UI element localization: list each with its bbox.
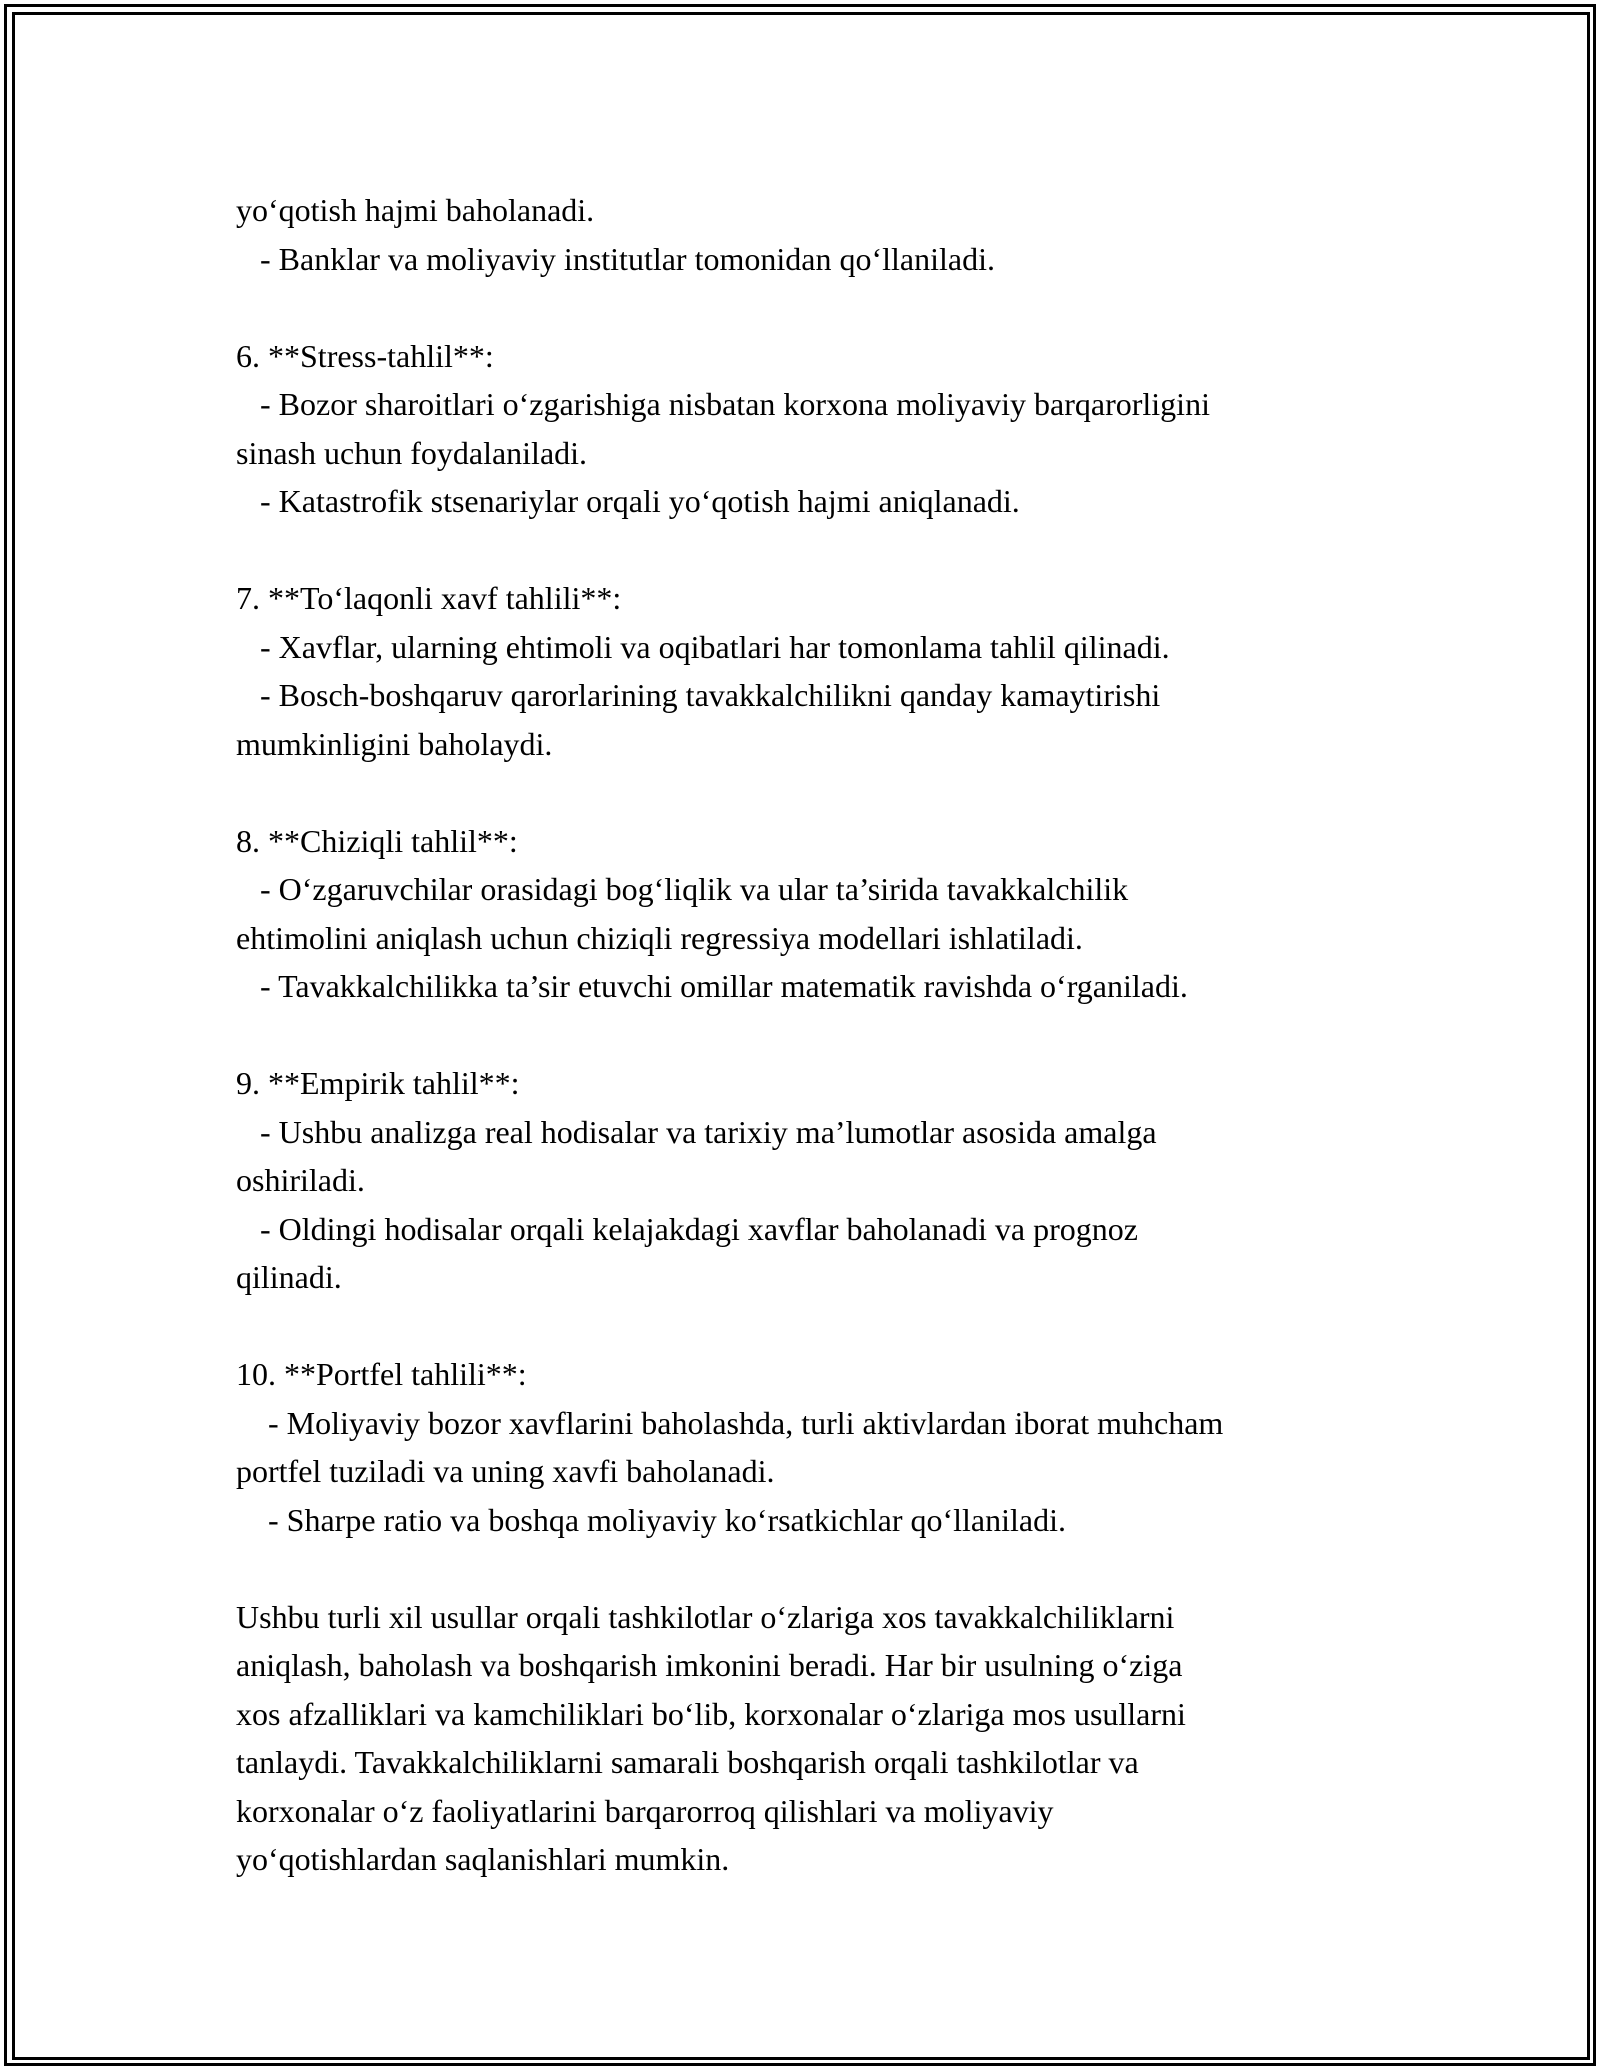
- text-line: - Banklar va moliyaviy institutlar tomonidan qo‘llaniladi.: [236, 240, 995, 277]
- text-line: - Ushbu analizga real hodisalar va tarixiy ma’lumotlar asosida amalga: [236, 1113, 1157, 1150]
- text-line: - O‘zgaruvchilar orasidagi bog‘liqlik va ular ta’sirida tavakkalchilik: [236, 871, 1129, 907]
- text-line: mumkinligini baholaydi.: [236, 725, 553, 762]
- text-line: - Sharpe ratio va boshqa moliyaviy ko‘rsatkichlar qo‘llaniladi.: [236, 1501, 1066, 1538]
- text-line: ehtimolini aniqlash uchun chiziqli regressiya modellari ishlatiladi.: [236, 919, 1083, 956]
- text-line: - Oldingi hodisalar orqali kelajakdagi xavflar baholanadi va prognoz: [236, 1210, 1138, 1247]
- conclusion-line: korxonalar o‘z faoliyatlarini barqarorroq qilishlari va moliyaviy: [236, 1792, 1054, 1829]
- document-body: [236, 186, 1386, 1884]
- section-heading-8: 8. **Chiziqli tahlil**:: [236, 822, 518, 859]
- text-line: - Bosch-boshqaruv qarorlarining tavakkalchilikni qanday kamaytirishi: [236, 677, 1161, 713]
- section-heading-7: 7. **To‘laqonli xavf tahlili**:: [236, 580, 622, 616]
- text-line: - Katastrofik stsenariylar orqali yo‘qotish hajmi aniqlanadi.: [236, 483, 1020, 519]
- text-line: qilinadi.: [236, 1259, 342, 1295]
- conclusion-line: yo‘qotishlardan saqlanishlari mumkin.: [236, 1841, 730, 1877]
- text-line: - Moliyaviy bozor xavflarini baholashda, turli aktivlardan iborat muhcham: [236, 1404, 1224, 1441]
- section-heading-6: 6. **Stress-tahlil**:: [236, 337, 494, 374]
- section-heading-10: 10. **Portfel tahlili**:: [236, 1356, 527, 1392]
- blank-line: [236, 1302, 1386, 1351]
- blank-line: [236, 283, 1386, 332]
- blank-line: [236, 1011, 1386, 1060]
- text-line: - Tavakkalchilikka ta’sir etuvchi omillar matematik ravishda o‘rganiladi.: [236, 968, 1188, 1004]
- blank-line: [236, 1544, 1386, 1593]
- section-heading-9: 9. **Empirik tahlil**:: [236, 1065, 520, 1101]
- text-line: - Xavflar, ularning ehtimoli va oqibatlari har tomonlama tahlil qilinadi.: [236, 628, 1170, 665]
- conclusion-line: aniqlash, baholash va boshqarish imkonini beradi. Har bir usulning o‘ziga: [236, 1647, 1183, 1683]
- blank-line: [236, 526, 1386, 575]
- blank-line: [236, 768, 1386, 817]
- conclusion-line: xos afzalliklari va kamchiliklari bo‘lib, korxonalar o‘zlariga mos usullarni: [236, 1695, 1186, 1732]
- conclusion-line: tanlaydi. Tavakkalchiliklarni samarali boshqarish orqali tashkilotlar va: [236, 1744, 1139, 1780]
- text-line: oshiriladi.: [236, 1162, 365, 1198]
- conclusion-line: Ushbu turli xil usullar orqali tashkilotlar o‘zlariga xos tavakkalchiliklarni: [236, 1598, 1175, 1635]
- text-line: - Bozor sharoitlari o‘zgarishiga nisbatan korxona moliyaviy barqarorligini: [236, 386, 1210, 422]
- text-line: yo‘qotish hajmi baholanadi.: [236, 192, 595, 228]
- text-line: portfel tuziladi va uning xavfi baholanadi.: [236, 1453, 775, 1489]
- text-line: sinash uchun foydalaniladi.: [236, 434, 588, 471]
